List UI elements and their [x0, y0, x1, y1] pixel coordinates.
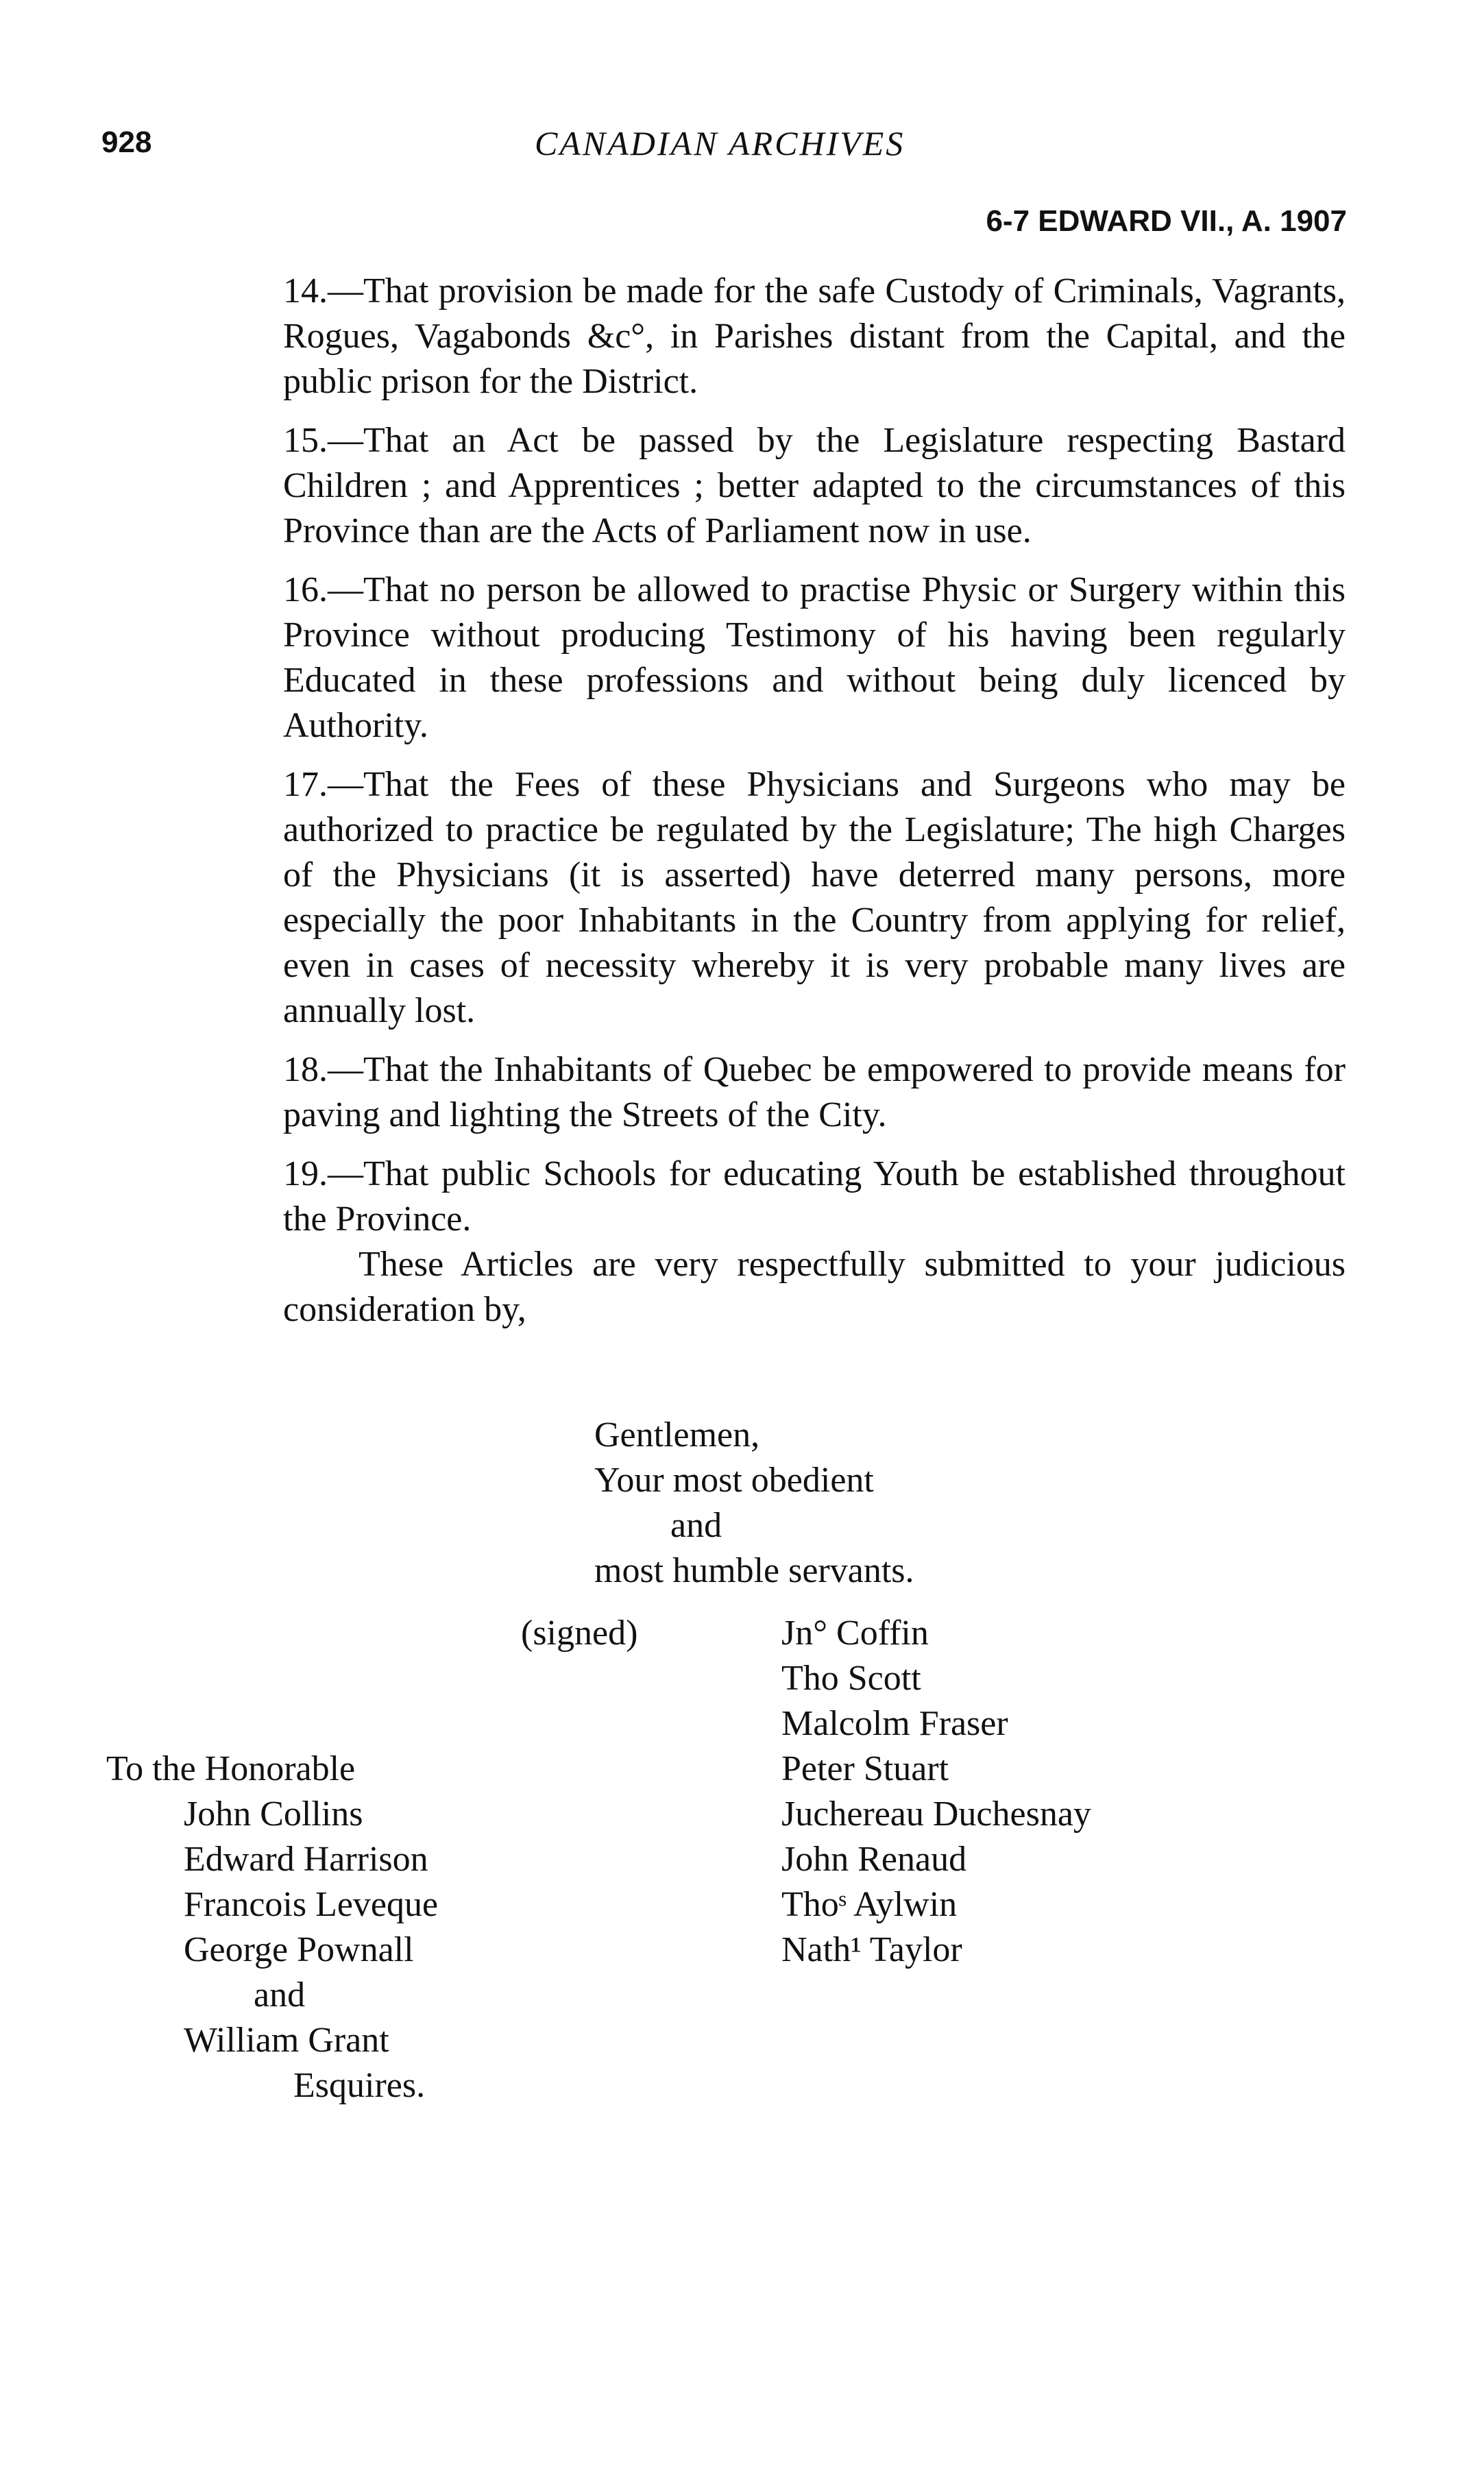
- valediction-line-2: and: [670, 1506, 722, 1545]
- signatory: Juchereau Duchesnay: [781, 1794, 1091, 1834]
- signatory: Malcolm Fraser: [781, 1704, 1008, 1743]
- article-18: 18.—That the Inhabitants of Quebec be empowered to provide means for paving and lighting the Streets of the City.: [283, 1050, 1346, 1134]
- addressee-name: John Collins: [184, 1794, 363, 1834]
- addressee-intro: To the Honorable: [106, 1749, 356, 1788]
- article-14: 14.—That provision be made for the safe Custody of Criminals, Vagrants, Rogues, Vagabonds &c°, in Parishes distant from the Capital, and the public prison for the District.: [283, 271, 1346, 401]
- addressee-name: Francois Leveque: [184, 1885, 439, 1924]
- page-number: 928: [101, 125, 152, 159]
- signatory: Nath¹ Taylor: [781, 1930, 962, 1969]
- article-19: 19.—That public Schools for educating Youth be established throughout the Province.: [283, 1154, 1346, 1239]
- signatory: Jn° Coffin: [781, 1614, 929, 1653]
- addressee-name: George Pownall: [184, 1930, 414, 1969]
- article-16: 16.—That no person be allowed to practise Physic or Surgery within this Province without producing Testimony of his having been regularly Educated in these professions and without being duly licenced by Authority.: [283, 570, 1346, 745]
- addressee-name: Edward Harrison: [184, 1840, 428, 1879]
- addressee-title: Esquires.: [293, 2066, 426, 2105]
- addressee-conjunction: and: [254, 1975, 306, 2015]
- articles-body: [283, 269, 1346, 1333]
- signed-label: (signed): [521, 1614, 638, 1653]
- addressee-name: William Grant: [184, 2021, 389, 2060]
- running-title: CANADIAN ARCHIVES: [535, 124, 905, 162]
- session-label: 6-7 EDWARD VII., A. 1907: [986, 204, 1347, 238]
- valediction-line-3: most humble servants.: [594, 1551, 914, 1590]
- signatory: Thoˢ Aylwin: [781, 1885, 958, 1924]
- closing-paragraph: These Articles are very respectfully submitted to your judicious consideration by,: [283, 1245, 1346, 1329]
- signatory: John Renaud: [781, 1840, 967, 1879]
- signatory: Tho Scott: [781, 1659, 921, 1698]
- valediction-line-1: Your most obedient: [594, 1461, 874, 1500]
- signatory: Peter Stuart: [781, 1749, 949, 1788]
- article-17: 17.—That the Fees of these Physicians and Surgeons who may be authorized to practice be regulated by the Legislature; The high Charges of the Physicians (it is asserted) have deterred many persons, more especially the poor Inhabitants in the Country from applying for relief, even in cases of necessity whereby it is very probable many lives are annually lost.: [283, 765, 1346, 1030]
- valediction-salutation: Gentlemen,: [594, 1415, 760, 1455]
- article-15: 15.—That an Act be passed by the Legislature respecting Bastard Children ; and Apprentices ; better adapted to the circumstances of this Province than are the Acts of Parliament now in use.: [283, 421, 1346, 550]
